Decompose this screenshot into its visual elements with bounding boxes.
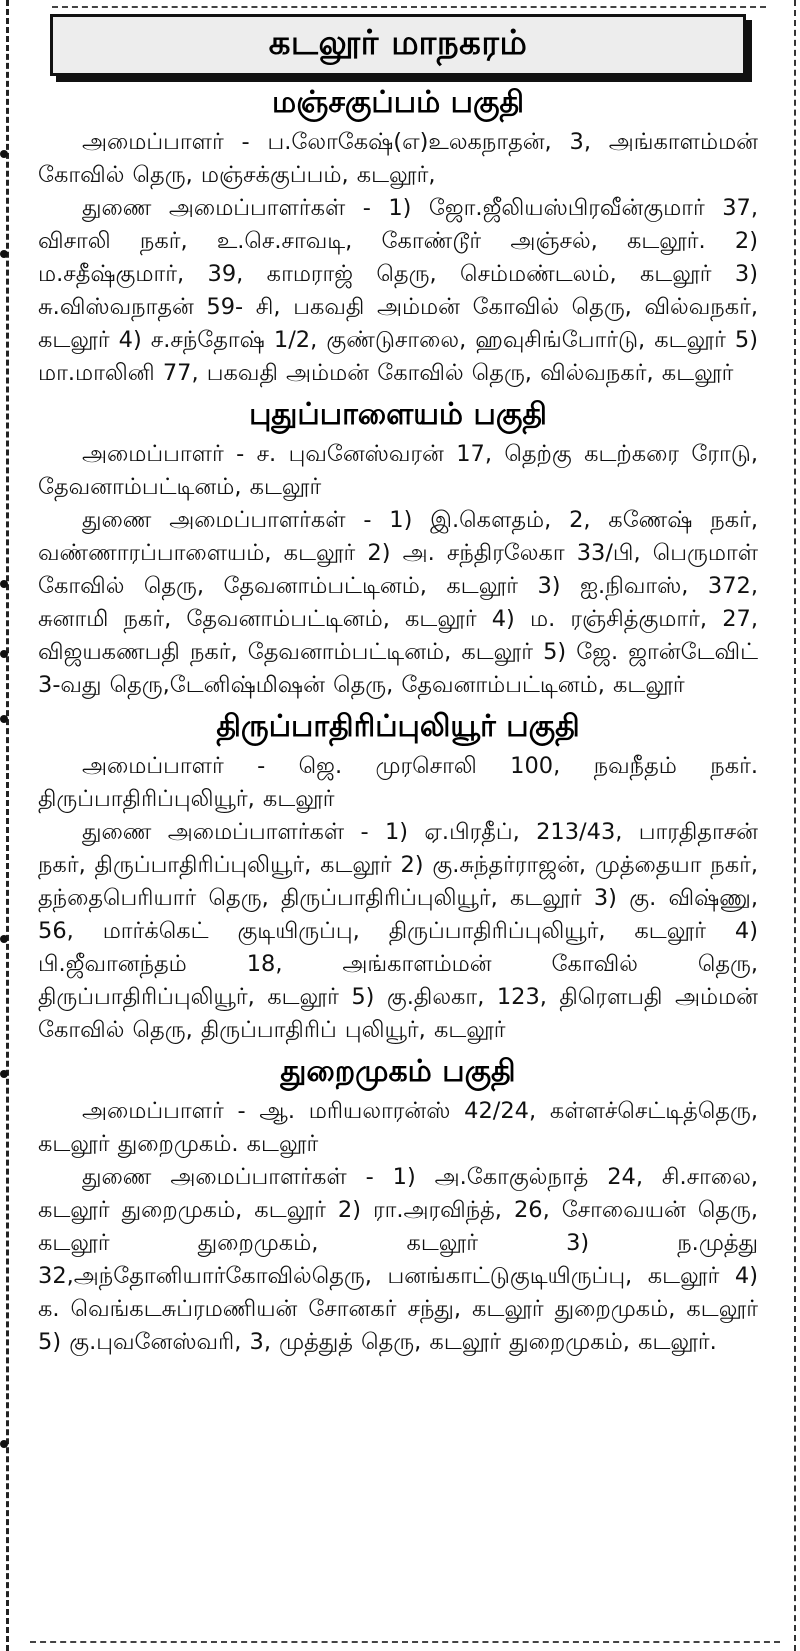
margin-bullet-dot xyxy=(0,1440,8,1448)
organizer-paragraph: அமைப்பாளர் - ச. புவனேஸ்வரன் 17, தெற்கு கடற்கரை ரோடு, தேவனாம்பட்டினம், கடலூர் xyxy=(38,441,758,500)
deputies-paragraph: துணை அமைப்பாளர்கள் - 1) ஏ.பிரதீப், 213/43, பாரதிதாசன் நகர், திருப்பாதிரிப்புலியூர், கடலூர் 2) கு.சுந்தர்ராஜன், முத்தையா நகர், தந்தைபெரியார் தெரு, திருப்பாதிரிப்புலியூர், கடலூர் 3) கு. விஷ்ணு, 56, மார்க்கெட் குடியிருப்பு, திருப்பாதிரிப்புலியூர், கடலூர் 4) பி.ஜீவானந்தம் 18, அங்காளம்மன் கோவில் தெரு, திருப்பாதிரிப்புலியூர், கடலூர் 5) கு.திலகா, 123, திரௌபதி அம்மன் கோவில் தெரு, திருப்பாதிரிப் புலியூர், கடலூர் xyxy=(38,819,758,1043)
margin-bullet-dot xyxy=(0,1070,8,1078)
organizer-paragraph: அமைப்பாளர் - ப.லோகேஷ்(எ)உலகநாதன், 3, அங்காளம்மன் கோவில் தெரு, மஞ்சக்குப்பம், கடலூர், xyxy=(38,129,758,188)
section-heading: துறைமுகம் பகுதி xyxy=(280,1054,516,1089)
section-heading: புதுப்பாளையம் பகுதி xyxy=(249,397,547,432)
deputies-paragraph: துணை அமைப்பாளர்கள் - 1) ஜோ.ஜீலியஸ்பிரவீன்குமார் 37, விசாலி நகர், உ.செ.சாவடி, கோண்டூர் அஞ்சல், கடலூர். 2) ம.சதீஷ்குமார், 39, காமராஜ் தெரு, செம்மண்டலம், கடலூர் 3) சு.விஸ்வநாதன் 59- சி, பகவதி அம்மன் கோவில் தெரு, வில்வநகர், கடலூர் 4) ச.சந்தோஷ் 1/2, குண்டுசாலை, ஹவுசிங்போர்டு, கடலூர் 5) மா.மாலினி 77, பகவதி அம்மன் கோவில் தெரு, வில்வநகர், கடலூர் xyxy=(38,195,758,386)
section-thiruppathiripuliyur xyxy=(38,706,758,1047)
section-heading: மஞ்சகுப்பம் பகுதி xyxy=(271,85,525,120)
title-banner xyxy=(50,14,746,76)
organizer-paragraph: அமைப்பாளர் - ஆ. மரியலாரன்ஸ் 42/24, கள்ளச்செட்டித்தெரு, கடலூர் துறைமுகம். கடலூர் xyxy=(38,1098,758,1157)
margin-bullet-dot xyxy=(0,935,8,943)
top-dashed-rule xyxy=(52,0,766,8)
margin-bullet-dot xyxy=(0,580,8,588)
left-column-divider xyxy=(6,0,9,1651)
organizer-paragraph: அமைப்பாளர் - ஜெ. முரசொலி 100, நவநீதம் நகர். திருப்பாதிரிப்புலியூர், கடலூர் xyxy=(38,753,758,812)
margin-bullet-dot xyxy=(0,650,8,658)
section-heading: திருப்பாதிரிப்புலியூர் பகுதி xyxy=(216,709,580,744)
page-title: கடலூர் மாநகரம் xyxy=(268,23,528,63)
deputies-paragraph: துணை அமைப்பாளர்கள் - 1) அ.கோகுல்நாத் 24, சி.சாலை, கடலூர் துறைமுகம், கடலூர் 2) ரா.அரவிந்த், 26, சோவையன் தெரு, கடலூர் துறைமுகம், கடலூர் 3) ந.முத்து 32,அந்தோனியார்கோவில்தெரு, பனங்காட்டுகுடியிருப்பு, கடலூர் 4) க. வெங்கடசுப்ரமணியன் சோனகர் சந்து, கடலூர் துறைமுகம், கடலூர் 5) கு.புவனேஸ்வரி, 3, முத்துத் தெரு, கடலூர் துறைமுகம், கடலூர். xyxy=(38,1164,758,1355)
section-thuraimugam xyxy=(38,1051,758,1359)
margin-bullet-dot xyxy=(0,150,8,158)
right-column-divider xyxy=(794,0,796,1651)
margin-bullet-dot xyxy=(0,715,8,723)
bottom-dashed-rule xyxy=(30,1641,780,1643)
section-manjakuppam xyxy=(38,82,758,390)
margin-bullet-dot xyxy=(0,250,8,258)
deputies-paragraph: துணை அமைப்பாளர்கள் - 1) இ.கௌதம், 2, கணேஷ் நகர், வண்ணாரப்பாளையம், கடலூர் 2) அ. சந்திரலேகா 33/பி, பெருமாள் கோவில் தெரு, தேவனாம்பட்டினம், கடலூர் 3) ஐ.நிவாஸ், 372, சுனாமி நகர், தேவனாம்பட்டினம், கடலூர் 4) ம. ரஞ்சித்குமார், 27, விஜயகணபதி நகர், தேவனாம்பட்டினம், கடலூர் 5) ஜே. ஜான்டேவிட் 3-வது தெரு,டேனிஷ்மிஷன் தெரு, தேவனாம்பட்டினம், கடலூர் xyxy=(38,507,758,698)
section-puduppalayam xyxy=(38,394,758,702)
article-column xyxy=(38,14,758,1359)
